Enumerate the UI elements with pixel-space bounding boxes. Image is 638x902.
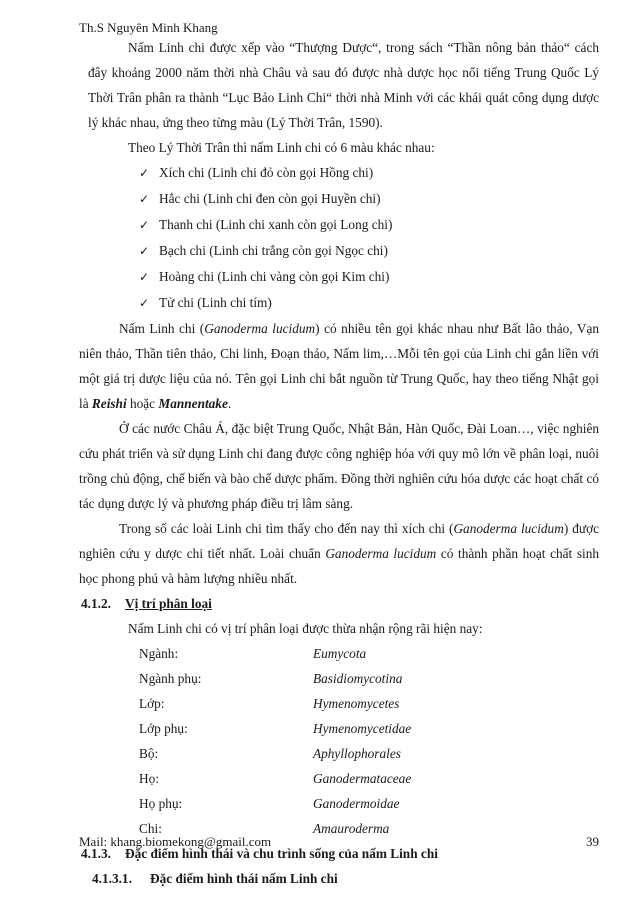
footer-mail: Mail: khang.biomekong@gmail.com <box>79 834 272 849</box>
taxonomy-intro: Nấm Linh chi có vị trí phân loại được thừa nhận rộng rãi hiện nay: <box>128 621 483 636</box>
list-item: ✓ Xích chi (Linh chi đỏ còn gọi Hồng chi) <box>139 160 599 186</box>
check-mark-icon: ✓ <box>139 296 150 310</box>
list-item: ✓ Hoàng chi (Linh chi vàng còn gọi Kim chi) <box>139 264 599 290</box>
list-item: ✓ Tử chi (Linh chi tím) <box>139 290 599 316</box>
check-mark-icon: ✓ <box>139 270 150 284</box>
section-heading-4-1-2: 4.1.2. Vị trí phân loại <box>81 596 212 611</box>
check-mark-icon: ✓ <box>139 166 150 180</box>
species-paragraph: Trong số các loài Linh chi tìm thấy cho đến nay thì xích chi (Ganoderma lucidum) được nghiên cứu y dược chi tiết nhất. Loài chuẩn Ganoderma lucidum có thành phần hoạt chất sinh học phong phú và hàm lượng nhiều nhất. <box>79 521 600 586</box>
list-item: ✓ Thanh chi (Linh chi xanh còn gọi Long chi) <box>139 212 599 238</box>
page-body <box>79 35 599 891</box>
table-row: Ngành phụ: Basidiomycotina <box>139 671 403 686</box>
table-row: Bộ: Aphyllophorales <box>139 746 401 761</box>
table-row: Lớp phụ: Hymenomycetidae <box>139 721 412 736</box>
reishi-term: Reishi <box>91 396 127 411</box>
section-heading-4-1-3: 4.1.3. Đặc điểm hình thái và chu trình sống của nấm Linh chi <box>81 846 438 861</box>
section-heading-4-1-3-1: 4.1.3.1. Đặc điểm hình thái nấm Linh chi <box>92 871 338 886</box>
colors-intro: Theo Lý Thời Trân thì nấm Linh chi có 6 màu khác nhau: <box>128 140 435 155</box>
names-paragraph: Nấm Linh chi (Ganoderma lucidum) có nhiều tên gọi khác nhau như Bất lão thảo, Vạn niên thảo, Thần tiên thảo, Chi linh, Đoạn thảo, Nấm lim,…Mỗi tên gọi của Linh chi gắn liền với một giá trị dược liệu của nó. Tên gọi Linh chi bắt nguồn từ Trung Quốc, hay theo tiếng Nhật gọi là Reishi hoặc Mannentake. <box>79 321 600 411</box>
species-name: Ganoderma lucidum <box>453 521 564 536</box>
table-row: Họ phụ: Ganodermoidae <box>139 796 400 811</box>
page-header-author: Th.S Nguyên Minh Khang <box>79 20 218 35</box>
check-mark-icon: ✓ <box>139 192 150 206</box>
asia-paragraph: Ở các nước Châu Á, đặc biệt Trung Quốc, Nhật Bản, Hàn Quốc, Đài Loan…, việc nghiên cứu phát triển và sử dụng Linh chi đang được công nghiệp hóa với quy mô lớn về phân loại, nuôi trồng chủ động, chế biến và bào chế dược phẩm. Đồng thời nghiên cứu hóa dược các hoạt chất có tác dụng dược lý và phương pháp điều trị lâm sàng. <box>79 421 599 511</box>
list-item: ✓ Bạch chi (Linh chi trắng còn gọi Ngọc chi) <box>139 238 599 264</box>
check-mark-icon: ✓ <box>139 244 150 258</box>
intro-paragraph: Nấm Linh chi được xếp vào “Thượng Dược“, trong sách “Thần nông bản thảo“ cách đây khoảng 2000 năm thời nhà Châu và sau đó được nhà dược học nổi tiếng Trung Quốc Lý Thời Trân phân ra thành “Lục Bảo Linh Chi“ thời nhà Minh với các khái quát công dụng dược lý khác nhau, ứng theo từng màu (Lý Thời Trân, 1590). <box>88 40 599 130</box>
color-types-list <box>79 160 599 316</box>
species-name: Ganoderma lucidum <box>325 546 437 561</box>
mannentake-term: Mannentake <box>158 396 228 411</box>
table-row: Họ: Ganodermataceae <box>139 771 412 786</box>
table-row: Chi: Amauroderma <box>139 821 390 836</box>
table-row: Lớp: Hymenomycetes <box>139 696 400 711</box>
species-name: Ganoderma lucidum <box>204 321 316 336</box>
table-row: Ngành: Eumycota <box>139 646 367 661</box>
list-item: ✓ Hắc chi (Linh chi đen còn gọi Huyền chi) <box>139 186 599 212</box>
taxonomy-table <box>139 641 599 841</box>
page-footer <box>79 834 599 850</box>
page-number: 39 <box>586 834 599 849</box>
check-mark-icon: ✓ <box>139 218 150 232</box>
